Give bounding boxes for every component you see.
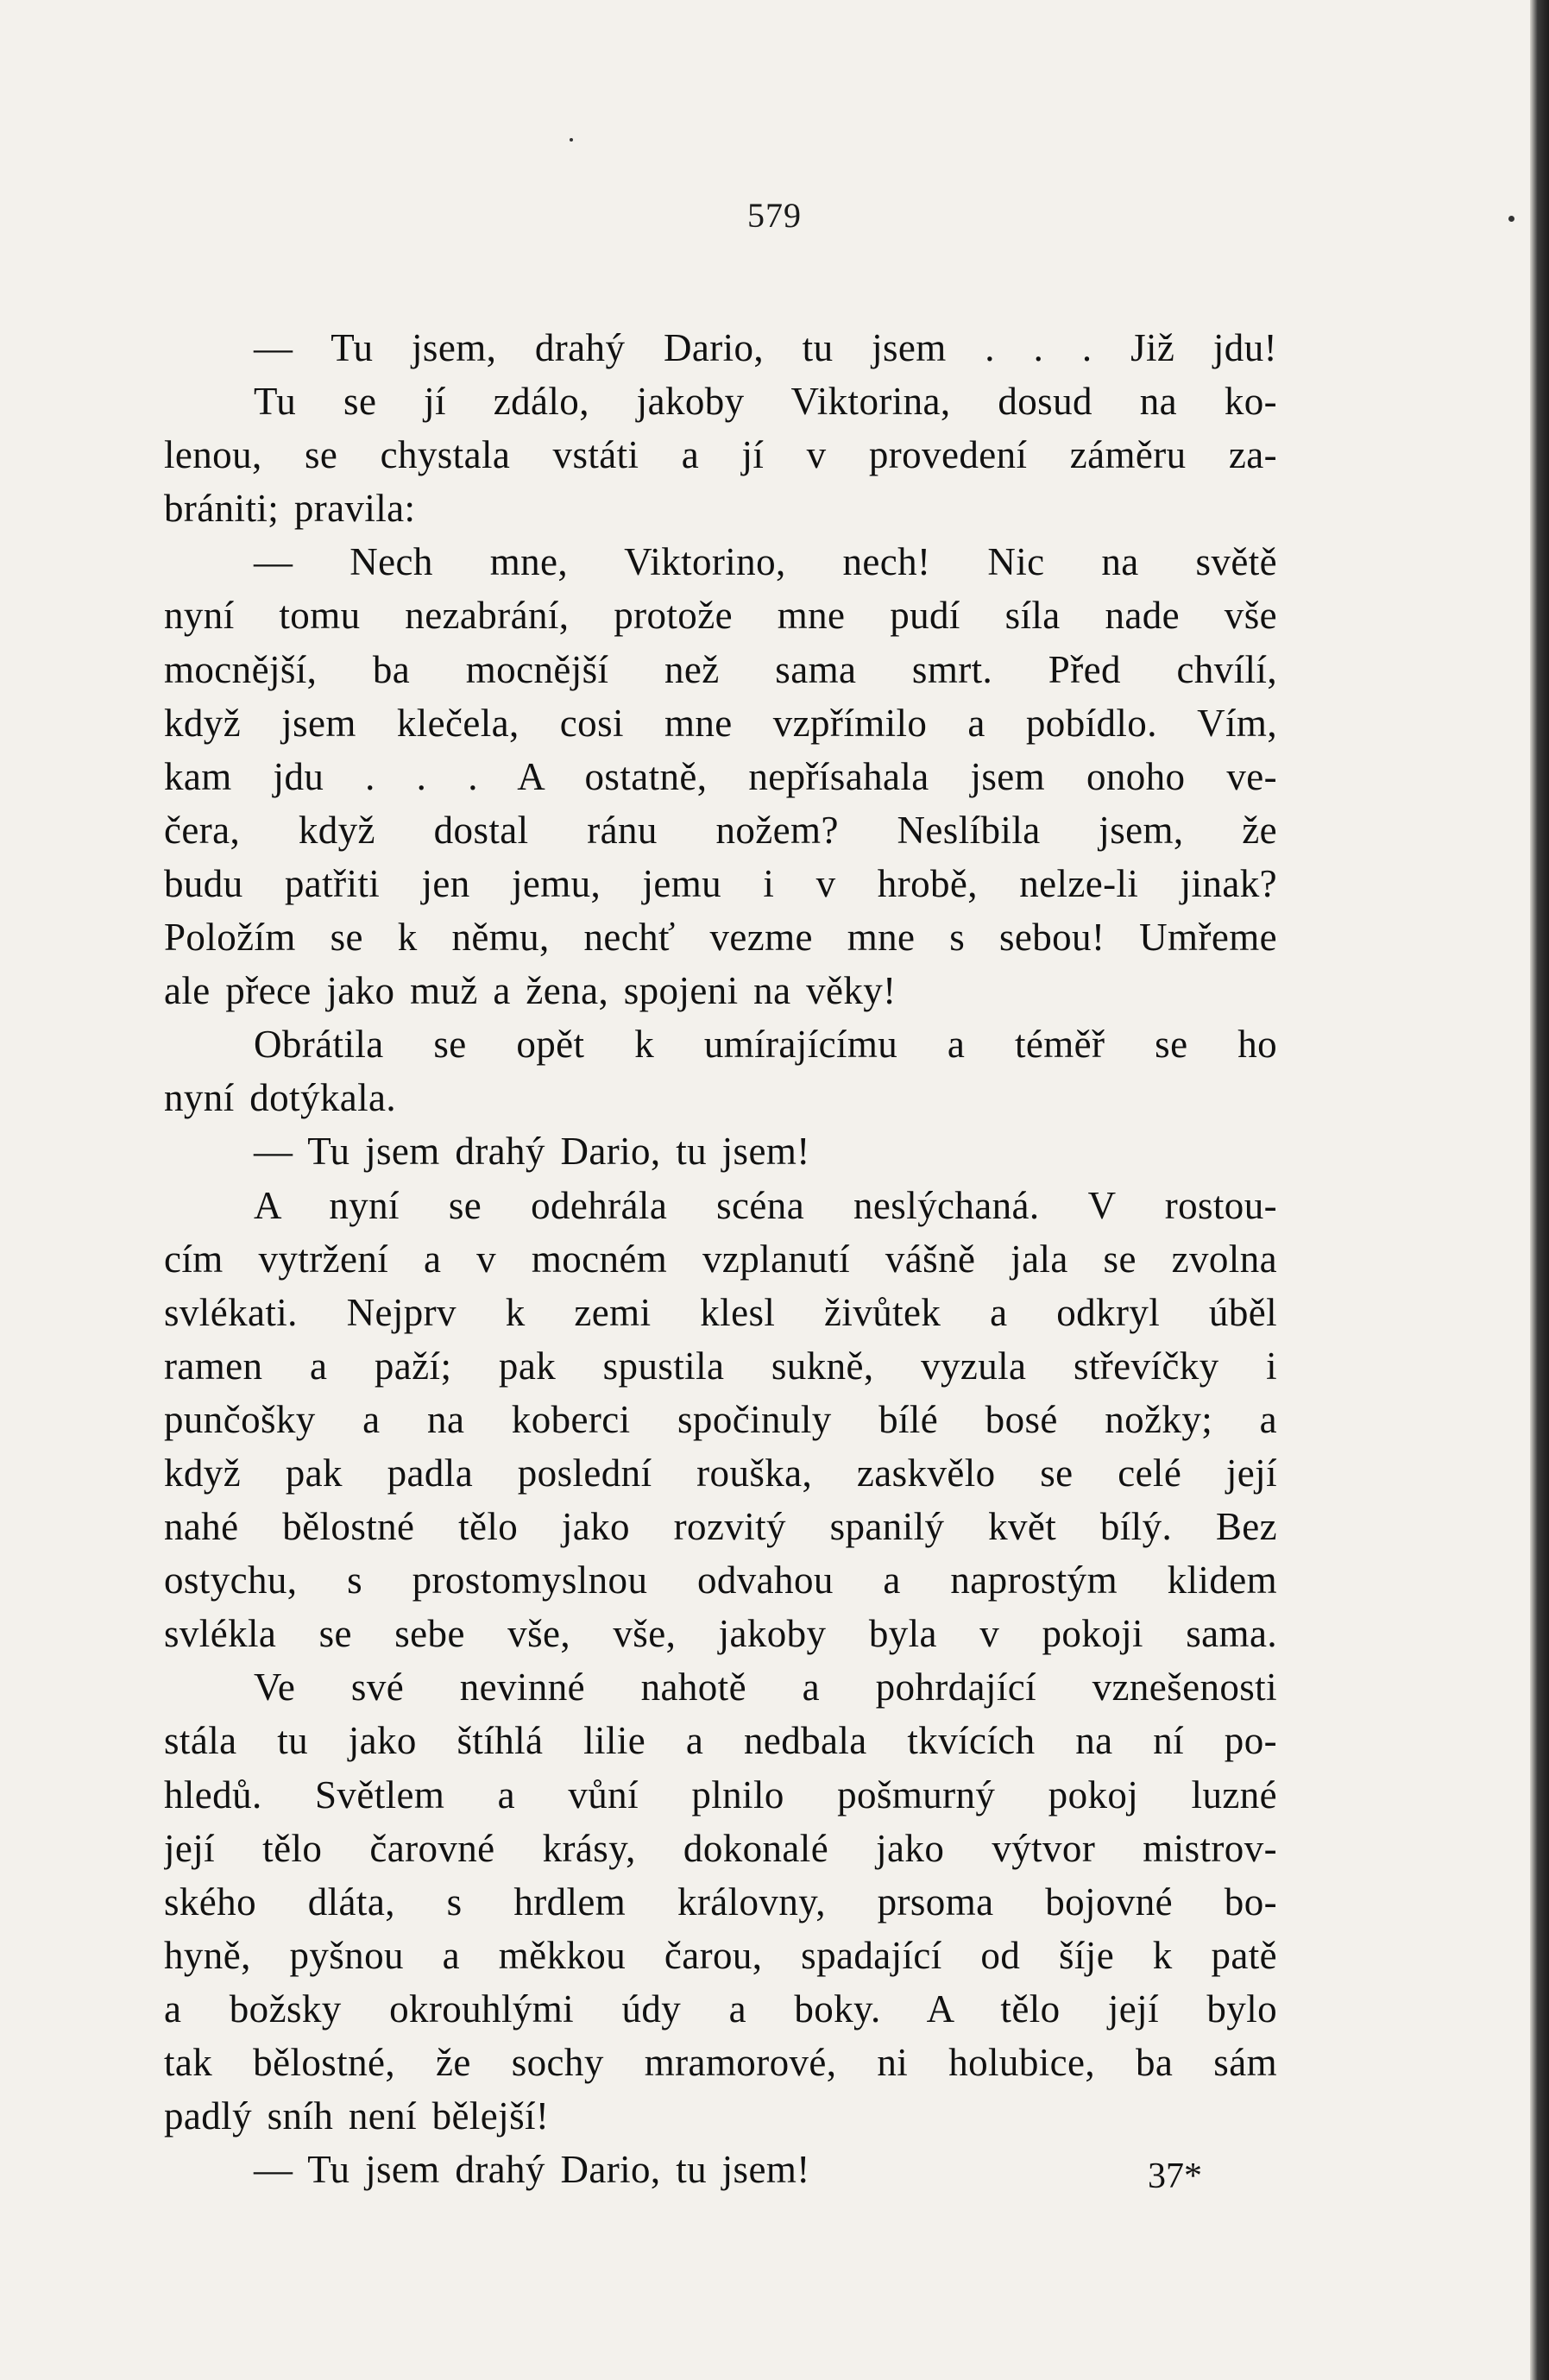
text-line: ramen a paží; pak spustila sukně, vyzula střevíčky i bbox=[164, 1344, 1277, 1388]
text-line: nyní tomu nezabrání, protože mne pudí síla nade vše bbox=[164, 594, 1277, 638]
page-number: 579 bbox=[747, 196, 802, 235]
text-line: ského dláta, s hrdlem královny, prsoma bojovné bo- bbox=[164, 1879, 1277, 1924]
text-line: padlý sníh není bělejší! bbox=[164, 2094, 550, 2138]
text-line: Položím se k němu, nechť vezme mne s sebou! Umřeme bbox=[164, 916, 1277, 960]
text-line: Tu se jí zdálo, jakoby Viktorina, dosud na ko- bbox=[254, 380, 1277, 424]
text-line: punčošky a na koberci spočinuly bílé bosé nožky; a bbox=[164, 1397, 1277, 1441]
text-line: čera, když dostal ránu nožem? Neslíbila jsem, že bbox=[164, 808, 1277, 852]
text-line: tak bělostné, že sochy mramorové, ni holubice, ba sám bbox=[164, 2041, 1277, 2084]
text-line: — Tu jsem drahý Dario, tu jsem! bbox=[254, 1130, 810, 1174]
text-line: ostychu, s prostomyslnou odvahou a naprostým klidem bbox=[164, 1558, 1277, 1602]
text-line: budu patřiti jen jemu, jemu i v hrobě, nelze-li jinak? bbox=[164, 861, 1277, 905]
body-text bbox=[164, 321, 1277, 2196]
text-line: svlékla se sebe vše, vše, jakoby byla v pokoji sama. bbox=[164, 1612, 1277, 1656]
text-line: mocnější, ba mocnější než sama smrt. Před chvílí, bbox=[164, 647, 1277, 691]
text-line: hyně, pyšnou a měkkou čarou, spadající od šíje k patě bbox=[164, 1933, 1277, 1977]
text-line: stála tu jako štíhlá lilie a nedbala tkvících na ní po- bbox=[164, 1719, 1277, 1763]
text-line: brániti; pravila: bbox=[164, 487, 416, 531]
text-line: když pak padla poslední rouška, zaskvělo se celé její bbox=[164, 1451, 1277, 1495]
signature-mark: 37* bbox=[1148, 2156, 1202, 2196]
text-line: když jsem klečela, cosi mne vzpřímilo a pobídlo. Vím, bbox=[164, 701, 1277, 745]
text-line: hledů. Světlem a vůní plnilo pošmurný pokoj luzné bbox=[164, 1772, 1277, 1816]
text-line: nahé bělostné tělo jako rozvitý spanilý květ bílý. Bez bbox=[164, 1505, 1277, 1549]
text-line: A nyní se odehrála scéna neslýchaná. V rostou- bbox=[254, 1183, 1277, 1227]
text-line: — Nech mne, Viktorino, nech! Nic na světě bbox=[254, 540, 1277, 584]
text-line: její tělo čarovné krásy, dokonalé jako výtvor mistrov- bbox=[164, 1826, 1277, 1870]
text-line: a božsky okrouhlými údy a boky. A tělo její bylo bbox=[164, 1986, 1277, 2031]
page-edge-shadow bbox=[1530, 0, 1549, 2380]
text-line: lenou, se chystala vstáti a jí v provedení záměru za- bbox=[164, 433, 1277, 477]
speck-mark bbox=[570, 138, 573, 142]
text-line: cím vytržení a v mocném vzplanutí vášně jala se zvolna bbox=[164, 1237, 1277, 1281]
text-line: — Tu jsem, drahý Dario, tu jsem . . . Již jdu! bbox=[254, 326, 1277, 369]
text-line: ale přece jako muž a žena, spojeni na věky! bbox=[164, 969, 897, 1013]
text-line: — Tu jsem drahý Dario, tu jsem! bbox=[254, 2148, 810, 2192]
text-line: svlékati. Nejprv k zemi klesl živůtek a odkryl úběl bbox=[164, 1290, 1277, 1334]
text-line: Obrátila se opět k umírajícímu a téměř se ho bbox=[254, 1023, 1277, 1067]
text-line: nyní dotýkala. bbox=[164, 1076, 397, 1120]
text-line: Ve své nevinné nahotě a pohrdající vznešenosti bbox=[254, 1665, 1277, 1709]
text-line: kam jdu . . . A ostatně, nepřísahala jsem onoho ve- bbox=[164, 754, 1277, 798]
